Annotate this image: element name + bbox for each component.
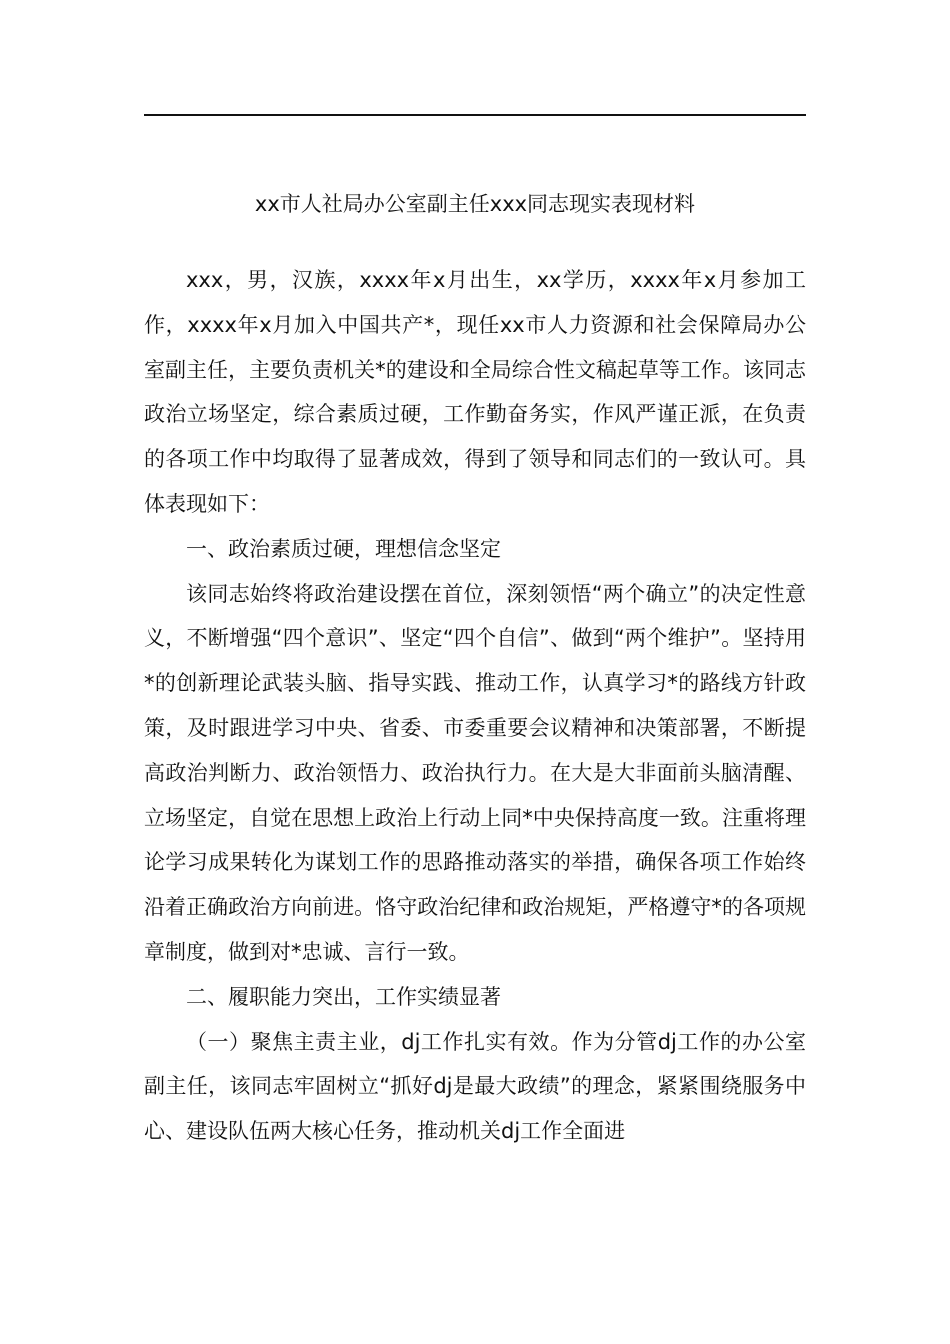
section-heading-2: 二、履职能力突出，工作实绩显著 <box>186 984 501 1009</box>
paragraph-political: 该同志始终将政治建设摆在首位，深刻领悟“两个确立”的决定性意义，不断增强“四个意识”、坚定“四个自信”、做到“两个维护”。坚持用*的创新理论武装头脑、指导实践、推动工作，认真学习*的路线方针政策，及时跟进学习中央、省委、市委重要会议精神和决策部署，不断提高政治判断力、政治领悟力、政治执行力。在大是大非面前头脑清醒、立场坚定，自觉在思想上政治上行动上同*中央保持高度一致。注重将理论学习成果转化为谋划工作的思路推动落实的举措，确保各项工作始终沿着正确政治方向前进。恪守政治纪律和政治规矩，严格遵守*的各项规章制度，做到对*忠诚、言行一致。 <box>144 581 806 964</box>
document-title: xx市人社局办公室副主任xxx同志现实表现材料 <box>254 192 696 216</box>
document-body <box>144 258 806 1154</box>
paragraph-intro: xxx，男，汉族，xxxx年x月出生，xx学历，xxxx年x月参加工作，xxxx年x月加入中国共产*，现任xx市人力资源和社会保障局办公室副主任，主要负责机关*的建设和全局综合性文稿起草等工作。该同志政治立场坚定，综合素质过硬，工作勤奋务实，作风严谨正派，在负责的各项工作中均取得了显著成效，得到了领导和同志们的一致认可。具体表现如下： <box>144 268 806 516</box>
section-heading-1: 一、政治素质过硬，理想信念坚定 <box>186 536 501 561</box>
paragraph-duties: （一）聚焦主责主业，dj工作扎实有效。作为分管dj工作的办公室副主任，该同志牢固树立“抓好dj是最大政绩”的理念，紧紧围绕服务中心、建设队伍两大核心任务，推动机关dj工作全面进 <box>144 1029 806 1144</box>
header-rule <box>144 114 806 116</box>
